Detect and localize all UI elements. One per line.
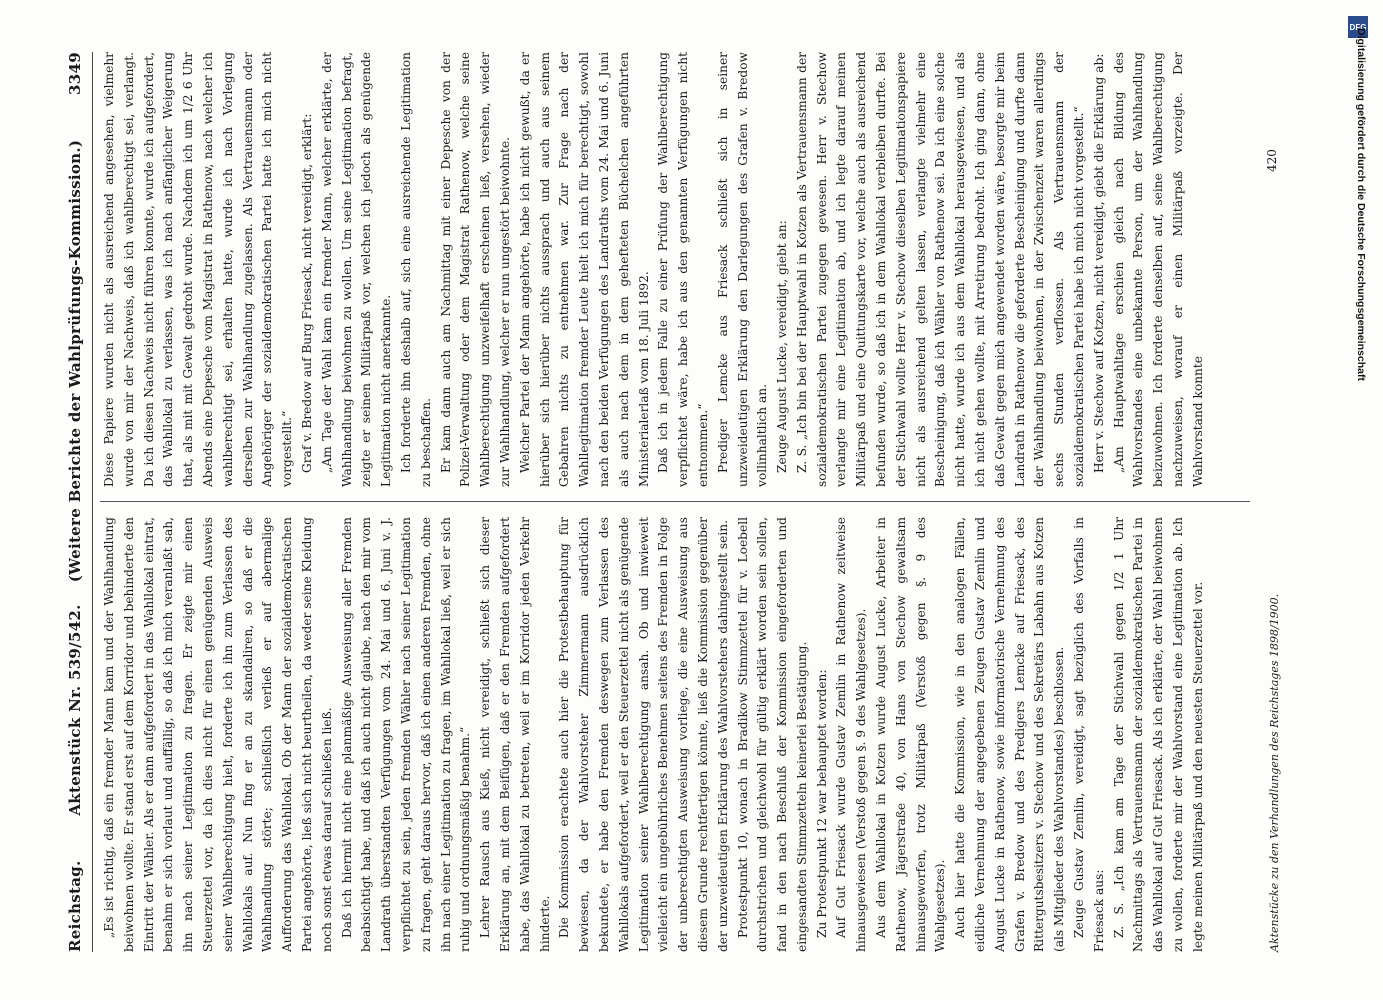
paragraph: Daß ich in jedem Falle zu einer Prüfung der Wahlberechtigung verpflichtet wäre, habe ich aus den genannten Verfügungen nicht entnommen.“	[656, 52, 710, 487]
paragraph: Auch hier hatte die Kommission, wie in den analogen Fällen, eidliche Vernehmung der angegebenen Zeugen Gustav Zemlin und August Lucke in Rathenow, sowie informatorische Vernehmung des Grafen v. Bredow und des Predigers Lemcke auf Friesack, des Rittergutsbesitzers v. Stechow und des Sekretärs Labahn aus Kotzen (als Mitglieder des Wahlvorstandes) beschlossen.	[953, 517, 1067, 952]
paragraph: Er kam dann auch am Nachmittag mit einer Depesche von der Polizei-Verwaltung oder dem Magistrat Rathenow, welche seine Wahlberechtigung unzweifelhaft erscheinen ließ, versehen, wieder zur Wahlhandlung, welcher er nun ungestört beiwohnte.	[438, 52, 512, 487]
header-right-title: (Weitere Berichte der Wahlprüfungs-Kommission.)	[66, 139, 84, 583]
dfg-credit-text: Digitalisierung gefördert durch die Deutsche Forschungsgemeinschaft	[1355, 28, 1367, 381]
paragraph: Z. S. „Ich kam am Tage der Stichwahl gegen 1/2 1 Uhr Nachmittags als Vertrauensmann der sozialdemokratischen Partei in das Wahllokal auf Gut Friesack. Als ich erklärte, der Wahl beiwohnen zu wollen, forderte mir der Wahlvorstand eine Legitimation ab. Ich legte meinen Militärpaß und den neuesten Steuerzettel vor.	[1111, 517, 1205, 952]
dfg-credit	[1344, 8, 1374, 598]
paragraph: Aus dem Wahllokal in Kotzen wurde August Lucke, Arbeiter in Rathenow, Jägerstraße 40, von Hans von Stechow gewaltsam hinausgeworfen, trotz Militärpaß (Verstoß gegen §. 9 des Wahlgesetzes).	[874, 517, 948, 952]
dfg-logo: DFG	[1348, 16, 1368, 38]
paragraph: Prediger Lemcke aus Friesack schließt sich in seiner unzweideutigen Erklärung den Darlegungen des Grafen v. Bredow vollinhaltlich an.	[715, 52, 770, 487]
paragraph: „Am Tage der Wahl kam ein fremder Mann, welcher erklärte, der Wahlhandlung beiwohnen zu wollen. Um seine Legitimation befragt, zeigte er seinen Militärpaß vor, welchen ich jedoch als genügende Legitimation nicht anerkannte.	[319, 52, 394, 487]
header-center: Aktenstück Nr. 539/542.	[66, 604, 84, 816]
paragraph: Daß ich hiermit nicht eine planmäßige Ausweisung aller Fremden beabsichtigt habe, und daß ich auch nicht glaube, nach den mir vom Landrath überstandten Verfügungen vom 24. Mai und 6. Juni v. J. verpflichtet zu sein, jeden fremden Wähler nach seiner Legitimation zu fragen, geht daraus hervor, daß ich einen anderen Fremden, ohne ihn nach einer Legitimation zu fragen, im Wahllokal ließ, weil er sich ruhig und ordnungsmäßig benahm.“	[339, 517, 473, 952]
page-number: 3349	[66, 52, 84, 95]
sheet-number: 420	[1265, 149, 1279, 172]
paragraph: Diese Papiere wurden nicht als ausreichend angesehen, vielmehr wurde von mir der Nachweis, daß ich wahlberechtigt sei, verlangt. Da ich diesen Nachweis nicht führen konnte, wurde ich aufgefordert, das Wahllokal zu verlassen, was ich nach anfänglicher Weigerung that, als mit mit Gewalt gedroht wurde. Nachdem ich um 1/2 6 Uhr Abends eine Depesche vom Magistrat in Rathenow, nach welcher ich wahlberechtigt sei, erhalten hatte, wurde ich nach Vorlegung derselben zur Wahlhandlung zugelassen. Als Vertrauensmann oder Angehöriger der sozialdemokratischen Partei hatte ich mich nicht vorgestellt.“	[102, 52, 295, 487]
page-sheet	[60, 52, 1295, 952]
paragraph: „Am Hauptwahltage erschien gleich nach Bildung des Wahlvorstandes eine unbekannte Person, um der Wahlhandlung beizuwohnen. Ich forderte denselben auf, seine Wahlberechtigung nachzuweisen, worauf er einen Militärpaß vorzeigte. Der Wahlvorstand konnte	[1111, 52, 1205, 487]
paragraph: „Es ist richtig, daß ein fremder Mann kam und der Wahlhandlung beiwohnen wollte. Er stand erst auf dem Korridor und behinderte den Eintritt der Wähler. Als er dann aufgefordert in das Wahllokal eintrat, benahm er sich vorlaut und auffällig, so daß ich mich veranlaßt sah, ihn nach seiner Legitimation zu fragen. Er zeigte mir einen Steuerzettel vor, da ich dies nicht für einen genügenden Ausweis seiner Wahlberechtigung hielt, forderte ich ihn zum Verlassen des Wahllokals auf. Nun fing er an zu skandaliren, so daß er die Wahlhandlung störte; schließlich verließ er auf abermalige Aufforderung das Wahllokal. Ob der Mann der sozialdemokratischen Partei angehörte, ließ sich nicht beurtheilen, da weder seine Kleidung noch sonst etwas darauf schließen ließ.	[102, 517, 334, 952]
paragraph: Graf v. Bredow auf Burg Friesack, nicht vereidigt, erklärt:	[299, 113, 314, 473]
paragraph: Zeuge Gustav Zemlin, vereidigt, sagt bezüglich des Vorfalls in Friesack aus:	[1072, 517, 1106, 952]
paragraph: Auf Gut Friesack wurde Gustav Zemlin in Rathenow zeitweise hinausgewiesen (Verstoß gegen §. 9 des Wahlgesetzes).	[834, 517, 869, 952]
header-rule	[92, 52, 93, 952]
right-column	[100, 52, 1260, 487]
paragraph: Zeuge August Lucke, vereidigt, giebt an:	[775, 220, 790, 473]
paragraph: Zu Protestpunkt 12 war behauptet worden:	[814, 669, 829, 938]
footer-note: Aktenstücke zu den Verhandlungen des Reichstages 1898/1900.	[1268, 593, 1281, 952]
left-column	[100, 517, 1260, 952]
column-divider	[100, 501, 1250, 502]
paragraph: Protestpunkt 10, wonach in Bradikow Stimmzettel für v. Loebell durchstrichen und gleichwohl für gültig erklärt worden sein sollen, fand in den nach Beschluß der Kommission eingeforderten und eingesandten Stimmzetteln keinerlei Bestätigung.	[735, 517, 809, 952]
paragraph: Z. S. „Ich bin bei der Hauptwahl in Kotzen als Vertrauensmann der sozialdemokratischen Partei zugegen gewesen. Herr v. Stechow verlangte mir eine Legitimation ab, und ich legte darauf meinen Militärpaß und eine Quittungskarte vor, welche auch als ausreichend befunden wurde, so daß ich in dem Wahllokal verbleiben durfte. Bei der Stichwahl wollte Herr v. Stechow dieselben Legitimationspapiere nicht als ausreichend gelten lassen, verlangte vielmehr eine Bescheinigung, daß ich Wähler von Rathenow sei. Da ich eine solche nicht hatte, wurde ich aus dem Wahllokal herausgewiesen, und als ich nicht gehen wollte, mit Arretirung bedroht. Ich ging dann, ohne daß Gewalt gegen mich angewendet worden wäre, besorgte mir beim Landrath in Rathenow die geforderte Bescheinigung und durfte dann der Wahlhandlung beiwohnen, in der Zwischenzeit waren allerdings sechs Stunden verflossen. Als Vertrauensmann der sozialdemokratischen Partei habe ich mich nicht vorgestellt.“	[794, 52, 1087, 487]
paragraph: Herr v. Stechow auf Kotzen, nicht vereidigt, giebt die Erklärung ab:	[1091, 53, 1106, 473]
page-header	[60, 52, 90, 952]
paragraph: Lehrer Rausch aus Kieß, nicht vereidigt, schließt sich dieser Erklärung an, mit dem Beifügen, daß er den Fremden aufgefordert habe, das Wahllokal zu betreten, weil er im Korridor jeden Verkehr hinderte.	[478, 517, 552, 952]
header-left: Reichstag.	[66, 860, 84, 952]
paragraph: Die Kommission erachtete auch hier die Protestbehauptung für bewiesen, da der Wahlvorsteher Zimmermann ausdrücklich bekundete, er habe den Fremden deswegen zum Verlassen des Wahllokals aufgefordert, weil er den Steuerzettel nicht als genügende Legitimation seiner Wahlberechtigung ansah. Ob und inwieweit vielleicht ein ungebührliches Benehmen seitens des Fremden in Folge der unberechtigten Ausweisung vorliege, die eine Ausweisung aus diesem Grunde rechtfertigen könnte, ließ die Kommission gegenüber der unzweideutigen Erklärung des Wahlvorstehers dahingestellt sein.	[557, 517, 730, 952]
paragraph: Ich forderte ihn deshalb auf, sich eine ausreichende Legitimation zu beschaffen.	[398, 52, 433, 487]
paragraph: Welcher Partei der Mann angehörte, habe ich nicht gewußt, da er hierüber sich hierüber nichts aussprach und auch aus seinem Gebahren nichts zu entnehmen war. Zur Frage nach der Wahllegitimation fremder Leute hielt ich mich für berechtigt, sowohl nach den beiden Verfügungen des Landraths vom 24. Mai und 6. Juni als auch nach dem in dem gehefteten Büchelchen angeführten Ministerialerlaß vom 18. Juli 1892.	[517, 52, 651, 487]
header-title-block	[66, 95, 84, 860]
